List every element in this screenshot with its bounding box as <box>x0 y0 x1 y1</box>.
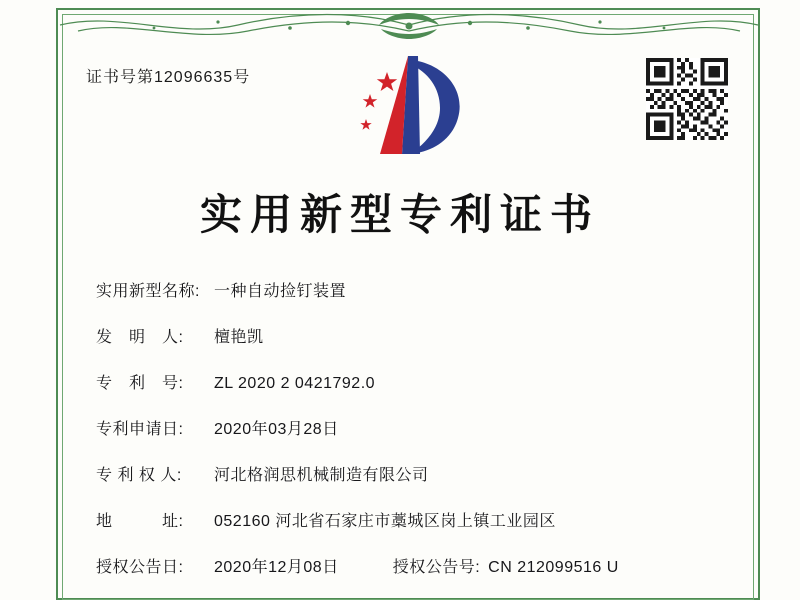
field-patentee <box>96 462 720 485</box>
field-value-grant-date: 2020年12月08日 <box>214 559 339 576</box>
field-value-announcement-number: CN 212099516 U <box>488 559 619 576</box>
field-label-address: 地 址: <box>96 513 184 530</box>
field-label-grant-date: 授权公告日: <box>96 559 184 576</box>
cnipa-emblem-icon <box>340 50 470 165</box>
field-inventor <box>96 324 720 347</box>
field-application-date <box>96 416 720 439</box>
qr-code-icon <box>646 58 728 140</box>
field-label-patent-number: 专 利 号: <box>96 375 184 392</box>
field-label-application-date: 专利申请日: <box>96 421 184 438</box>
field-label-patentee: 专 利 权 人: <box>96 467 182 484</box>
field-address <box>96 508 720 531</box>
field-value-inventor: 檀艳凯 <box>214 329 264 346</box>
ornament-band <box>58 9 760 43</box>
field-patent-number <box>96 370 720 393</box>
page-title: 实用新型专利证书 <box>199 190 600 239</box>
field-value-application-date: 2020年03月28日 <box>214 421 339 438</box>
field-grant-info <box>96 554 720 577</box>
field-value-patent-number: ZL 2020 2 0421792.0 <box>214 375 376 392</box>
field-value-address: 052160 河北省石家庄市藁城区岗上镇工业园区 <box>214 513 556 530</box>
field-label-utility-model-name: 实用新型名称: <box>96 283 200 300</box>
field-value-utility-model-name: 一种自动捡钉装置 <box>214 283 347 300</box>
field-utility-model-name <box>96 278 720 301</box>
field-value-patentee: 河北格润思机械制造有限公司 <box>214 467 429 484</box>
field-label-announcement-number: 授权公告号: <box>392 559 481 576</box>
field-label-inventor: 发 明 人: <box>96 329 184 346</box>
certificate-fields <box>96 278 720 577</box>
certificate-number: 证书号第12096635号 <box>86 69 251 86</box>
